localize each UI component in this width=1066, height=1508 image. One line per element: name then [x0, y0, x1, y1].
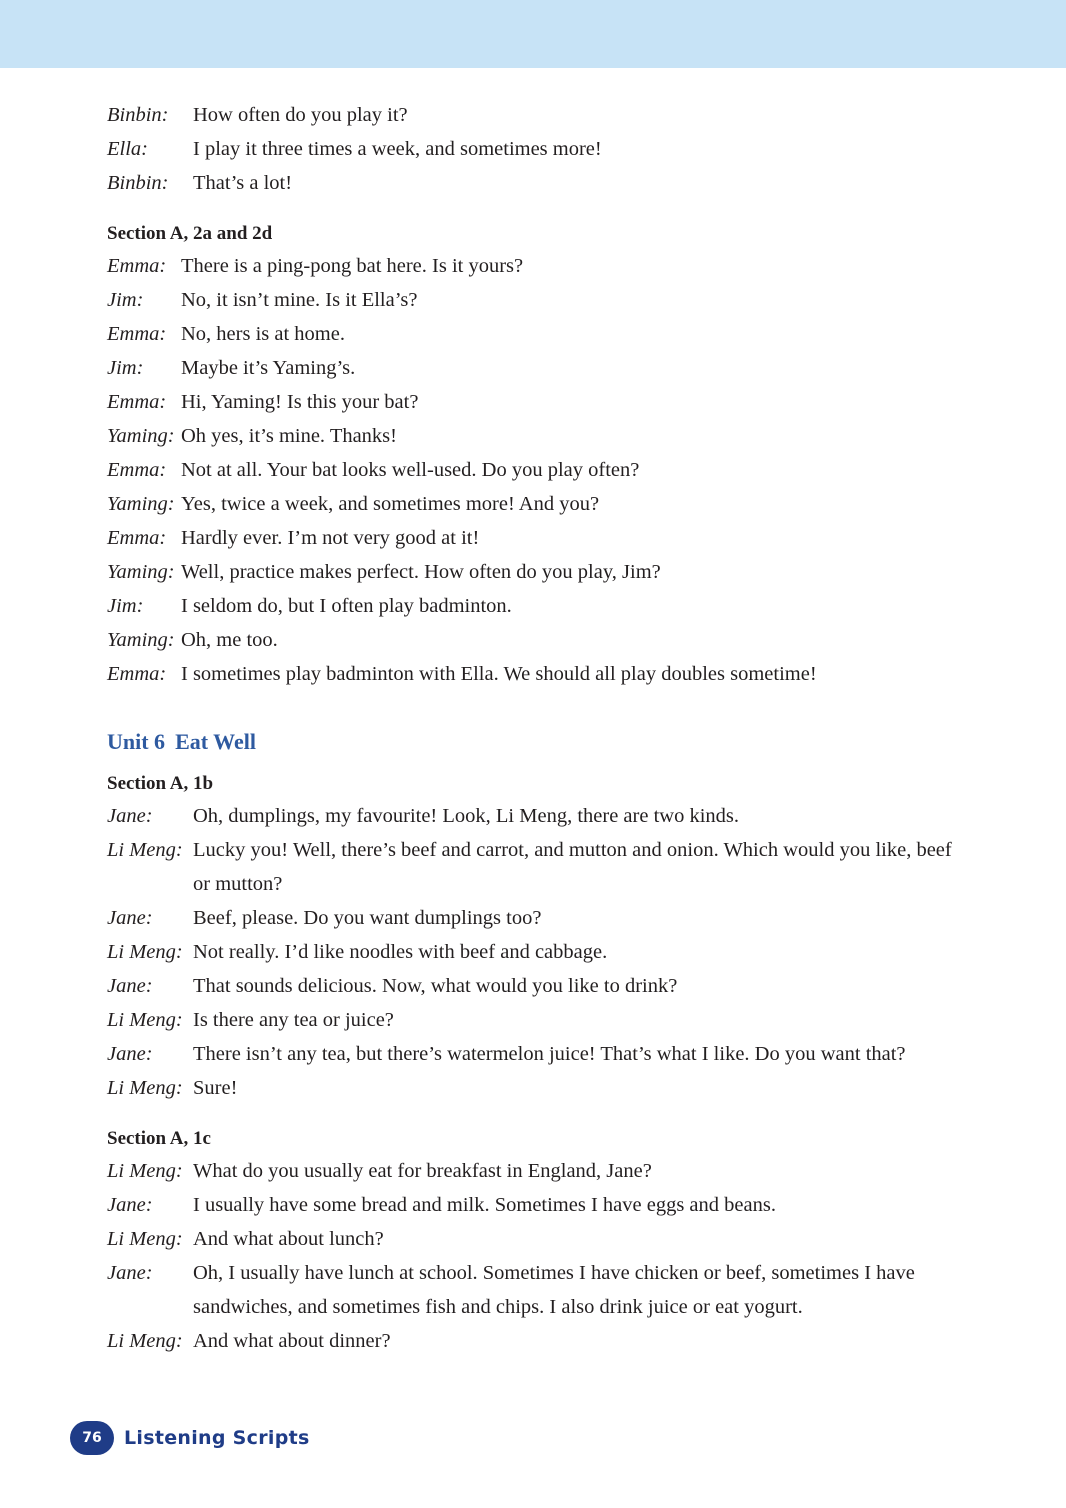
section-1b-dialogue: [107, 799, 967, 1105]
dialogue-text: Lucky you! Well, there’s beef and carrot, and mutton and onion. Which would you like, beef or mutton?: [193, 839, 952, 895]
dialogue-text: Hardly ever. I’m not very good at it!: [181, 527, 480, 549]
footer-label: Listening Scripts: [124, 1427, 310, 1449]
dialogue-text: There is a ping-pong bat here. Is it yours?: [181, 255, 524, 277]
dialogue-text: That’s a lot!: [193, 172, 293, 194]
speaker-label: Emma:: [107, 663, 167, 685]
speaker-label: Li Meng:: [107, 1228, 183, 1250]
dialogue-text: Hi, Yaming! Is this your bat?: [181, 391, 419, 413]
dialogue-line: [107, 351, 967, 385]
speaker-label: Yaming:: [107, 629, 175, 651]
speaker-label: Binbin:: [107, 172, 169, 194]
dialogue-text: There isn’t any tea, but there’s watermelon juice! That’s what I like. Do you want that?: [193, 1043, 906, 1065]
speaker-label: Li Meng:: [107, 1009, 183, 1031]
dialogue-line: [107, 1003, 967, 1037]
dialogue-line: [107, 901, 967, 935]
page-number-badge: 76: [70, 1421, 114, 1455]
speaker-label: Jane:: [107, 1043, 153, 1065]
speaker-label: Li Meng:: [107, 1160, 183, 1182]
dialogue-text: How often do you play it?: [193, 104, 408, 126]
dialogue-text: Maybe it’s Yaming’s.: [181, 357, 356, 379]
dialogue-text: Oh, dumplings, my favourite! Look, Li Meng, there are two kinds.: [193, 805, 739, 827]
dialogue-line: [107, 589, 967, 623]
dialogue-line: [107, 419, 967, 453]
speaker-label: Ella:: [107, 138, 148, 160]
dialogue-line: [107, 1188, 967, 1222]
dialogue-line: [107, 453, 967, 487]
dialogue-line: [107, 521, 967, 555]
speaker-label: Binbin:: [107, 104, 169, 126]
dialogue-line: [107, 969, 967, 1003]
dialogue-line: [107, 1324, 967, 1358]
speaker-label: Jim:: [107, 595, 144, 617]
dialogue-text: And what about dinner?: [193, 1330, 391, 1352]
speaker-label: Jane:: [107, 1262, 153, 1284]
dialogue-line: [107, 249, 967, 283]
dialogue-line: [107, 1222, 967, 1256]
dialogue-text: Beef, please. Do you want dumplings too?: [193, 907, 542, 929]
dialogue-text: What do you usually eat for breakfast in England, Jane?: [193, 1160, 652, 1182]
dialogue-text: No, hers is at home.: [181, 323, 345, 345]
speaker-label: Li Meng:: [107, 1330, 183, 1352]
speaker-label: Emma:: [107, 255, 167, 277]
dialogue-line: [107, 623, 967, 657]
speaker-label: Emma:: [107, 323, 167, 345]
intro-dialogue: [107, 98, 967, 200]
dialogue-line: [107, 132, 967, 166]
section-1b-title: Section A, 1b: [107, 773, 214, 794]
dialogue-line: [107, 1256, 967, 1324]
speaker-label: Li Meng:: [107, 1077, 183, 1099]
dialogue-text: That sounds delicious. Now, what would you like to drink?: [193, 975, 678, 997]
dialogue-line: [107, 385, 967, 419]
section-2a-title: Section A, 2a and 2d: [107, 223, 273, 244]
dialogue-line: [107, 98, 967, 132]
speaker-label: Jane:: [107, 1194, 153, 1216]
dialogue-text: I play it three times a week, and sometimes more!: [193, 138, 602, 160]
speaker-label: Jim:: [107, 357, 144, 379]
dialogue-line: [107, 166, 967, 200]
dialogue-line: [107, 1154, 967, 1188]
unit-heading: [107, 725, 967, 759]
dialogue-text: I seldom do, but I often play badminton.: [181, 595, 512, 617]
dialogue-line: [107, 657, 967, 691]
speaker-label: Yaming:: [107, 425, 175, 447]
dialogue-line: [107, 317, 967, 351]
section-2a-dialogue: [107, 249, 967, 691]
dialogue-text: Is there any tea or juice?: [193, 1009, 394, 1031]
speaker-label: Jim:: [107, 289, 144, 311]
speaker-label: Li Meng:: [107, 941, 183, 963]
dialogue-text: Yes, twice a week, and sometimes more! And you?: [181, 493, 600, 515]
speaker-label: Yaming:: [107, 493, 175, 515]
speaker-label: Jane:: [107, 907, 153, 929]
unit-title: Eat Well: [175, 729, 256, 754]
dialogue-line: [107, 487, 967, 521]
speaker-label: Emma:: [107, 527, 167, 549]
dialogue-line: [107, 799, 967, 833]
speaker-label: Jane:: [107, 975, 153, 997]
speaker-label: Emma:: [107, 391, 167, 413]
dialogue-text: Not really. I’d like noodles with beef and cabbage.: [193, 941, 608, 963]
dialogue-text: I sometimes play badminton with Ella. We should all play doubles sometime!: [181, 663, 817, 685]
unit-number: Unit 6: [107, 729, 166, 754]
speaker-label: Li Meng:: [107, 839, 183, 861]
dialogue-text: Oh yes, it’s mine. Thanks!: [181, 425, 397, 447]
dialogue-line: [107, 935, 967, 969]
page-footer: [70, 1421, 310, 1455]
dialogue-line: [107, 833, 967, 901]
dialogue-text: And what about lunch?: [193, 1228, 384, 1250]
dialogue-line: [107, 555, 967, 589]
dialogue-line: [107, 1037, 967, 1071]
speaker-label: Jane:: [107, 805, 153, 827]
script-content: [107, 98, 967, 1358]
dialogue-text: Oh, me too.: [181, 629, 278, 651]
dialogue-text: Not at all. Your bat looks well-used. Do you play often?: [181, 459, 640, 481]
dialogue-text: I usually have some bread and milk. Sometimes I have eggs and beans.: [193, 1194, 776, 1216]
speaker-label: Emma:: [107, 459, 167, 481]
section-1c-title: Section A, 1c: [107, 1128, 211, 1149]
section-1c-dialogue: [107, 1154, 967, 1358]
dialogue-text: No, it isn’t mine. Is it Ella’s?: [181, 289, 418, 311]
dialogue-line: [107, 283, 967, 317]
header-band: [0, 0, 1066, 68]
dialogue-line: [107, 1071, 967, 1105]
dialogue-text: Well, practice makes perfect. How often do you play, Jim?: [181, 561, 661, 583]
dialogue-text: Oh, I usually have lunch at school. Sometimes I have chicken or beef, sometimes I have sandwiches, and sometimes fish and chips. I also drink juice or eat yogurt.: [193, 1262, 915, 1318]
dialogue-text: Sure!: [193, 1077, 238, 1099]
speaker-label: Yaming:: [107, 561, 175, 583]
